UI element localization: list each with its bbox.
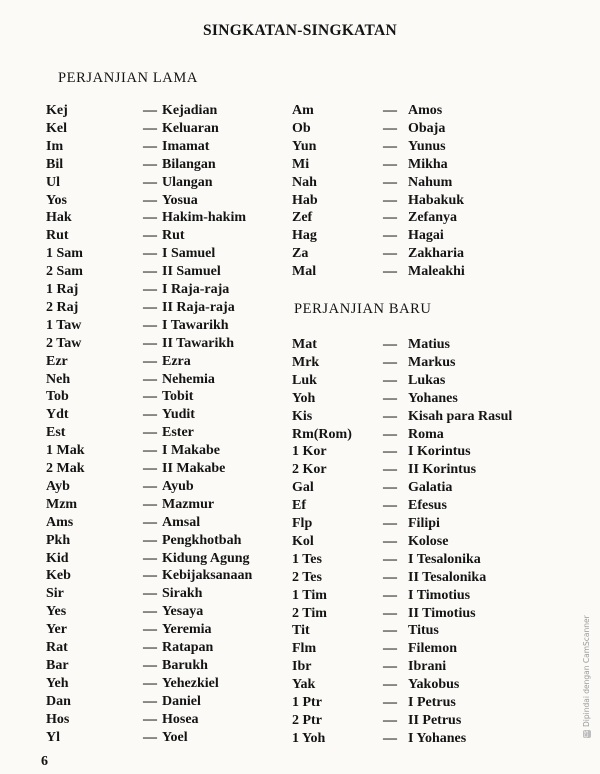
scanner-watermark <box>582 615 591 738</box>
entry-dash: — <box>143 336 157 351</box>
entry-dash: — <box>383 210 397 225</box>
entry-dash: — <box>143 318 157 333</box>
entry-book-name: Kolose <box>408 534 449 549</box>
entry-abbreviation: 2 Mak <box>46 461 85 476</box>
entry-book-name: Roma <box>408 427 444 442</box>
entry-dash: — <box>143 658 157 673</box>
entry-dash: — <box>383 409 397 424</box>
entry-dash: — <box>383 193 397 208</box>
abbreviation-entry <box>292 551 558 569</box>
abbreviation-entry <box>46 639 312 657</box>
entry-abbreviation: Ezr <box>46 354 68 369</box>
entry-abbreviation: Yl <box>46 730 60 745</box>
entry-abbreviation: Im <box>46 139 64 154</box>
entry-book-name: Titus <box>408 623 439 638</box>
entry-book-name: Habakuk <box>408 193 465 208</box>
abbreviation-entry <box>292 120 558 138</box>
entry-dash: — <box>143 300 157 315</box>
entry-book-name: Daniel <box>162 694 201 709</box>
entry-dash: — <box>383 427 397 442</box>
entry-abbreviation: Hak <box>46 210 72 225</box>
entry-dash: — <box>383 588 397 603</box>
entry-dash: — <box>143 676 157 691</box>
entry-dash: — <box>383 498 397 513</box>
entry-abbreviation: 1 Kor <box>292 444 327 459</box>
entry-book-name: Kejadian <box>162 103 218 118</box>
abbreviation-entry <box>292 390 558 408</box>
abbreviation-entry <box>46 335 312 353</box>
entry-abbreviation: Kid <box>46 551 69 566</box>
entry-book-name: Yoel <box>162 730 188 745</box>
entry-book-name: Hosea <box>162 712 199 727</box>
entry-dash: — <box>143 264 157 279</box>
entry-book-name: I Korintus <box>408 444 471 459</box>
entry-dash: — <box>143 139 157 154</box>
entry-dash: — <box>143 533 157 548</box>
entry-abbreviation: 1 Ptr <box>292 695 322 710</box>
entry-abbreviation: Zef <box>292 210 313 225</box>
abbreviation-entry <box>292 640 558 658</box>
entry-abbreviation: Am <box>292 103 314 118</box>
entry-dash: — <box>383 121 397 136</box>
entry-book-name: Obaja <box>408 121 446 136</box>
entry-abbreviation: Gal <box>292 480 314 495</box>
abbreviation-entry <box>46 388 312 406</box>
entry-dash: — <box>143 604 157 619</box>
entry-dash: — <box>383 444 397 459</box>
abbreviation-entry <box>46 174 312 192</box>
entry-abbreviation: 1 Mak <box>46 443 85 458</box>
entry-abbreviation: 2 Ptr <box>292 713 322 728</box>
entry-book-name: Bilangan <box>162 157 216 172</box>
abbreviation-entry <box>292 426 558 444</box>
entry-dash: — <box>143 103 157 118</box>
abbreviation-entry <box>292 263 558 281</box>
camscanner-icon: CS <box>584 730 590 738</box>
entry-abbreviation: Hab <box>292 193 318 208</box>
entry-book-name: Kebijaksanaan <box>162 568 253 583</box>
entry-book-name: Ezra <box>162 354 191 369</box>
entry-dash: — <box>143 121 157 136</box>
entry-dash: — <box>383 606 397 621</box>
entry-book-name: Mazmur <box>162 497 215 512</box>
entry-book-name: Ibrani <box>408 659 447 674</box>
abbreviation-entry <box>46 603 312 621</box>
abbreviation-entry <box>46 460 312 478</box>
abbreviation-entry <box>46 711 312 729</box>
entry-dash: — <box>143 246 157 261</box>
entry-abbreviation: Mi <box>292 157 310 172</box>
entry-book-name: I Makabe <box>162 443 220 458</box>
entry-abbreviation: Pkh <box>46 533 71 548</box>
entry-dash: — <box>383 731 397 746</box>
entry-abbreviation: Flp <box>292 516 313 531</box>
entry-book-name: II Tesalonika <box>408 570 487 585</box>
abbreviation-entry <box>46 317 312 335</box>
abbreviation-entry <box>46 657 312 675</box>
entry-book-name: I Tesalonika <box>408 552 481 567</box>
section-heading-new-testament: PERJANJIAN BARU <box>294 301 432 317</box>
entry-book-name: Yakobus <box>408 677 460 692</box>
abbreviation-entry <box>46 406 312 424</box>
entry-abbreviation: Hos <box>46 712 70 727</box>
entry-dash: — <box>143 282 157 297</box>
entry-dash: — <box>383 570 397 585</box>
abbreviation-entry <box>46 120 312 138</box>
abbreviation-entry <box>292 605 558 623</box>
entry-abbreviation: Rut <box>46 228 69 243</box>
entry-dash: — <box>383 462 397 477</box>
entry-dash: — <box>383 228 397 243</box>
entry-book-name: Yudit <box>162 407 195 422</box>
entry-dash: — <box>383 373 397 388</box>
abbreviation-entry <box>46 102 312 120</box>
entry-book-name: II Timotius <box>408 606 476 621</box>
section-heading-old-testament: PERJANJIAN LAMA <box>58 70 198 86</box>
abbreviation-entry <box>46 496 312 514</box>
entry-dash: — <box>143 175 157 190</box>
entry-abbreviation: Rm(Rom) <box>292 427 352 442</box>
entry-dash: — <box>143 730 157 745</box>
entry-dash: — <box>143 407 157 422</box>
entry-dash: — <box>383 534 397 549</box>
abbreviation-entry <box>292 730 558 748</box>
entry-abbreviation: Dan <box>46 694 71 709</box>
entry-dash: — <box>383 695 397 710</box>
entry-abbreviation: Ul <box>46 175 60 190</box>
entry-dash: — <box>383 103 397 118</box>
entry-dash: — <box>383 175 397 190</box>
entry-abbreviation: 1 Tes <box>292 552 322 567</box>
entry-book-name: Lukas <box>408 373 446 388</box>
abbreviation-entry <box>46 532 312 550</box>
entry-abbreviation: Ayb <box>46 479 70 494</box>
entry-abbreviation: Ibr <box>292 659 312 674</box>
entry-book-name: Nahum <box>408 175 453 190</box>
entry-dash: — <box>383 480 397 495</box>
entry-abbreviation: 2 Sam <box>46 264 83 279</box>
entry-abbreviation: Sir <box>46 586 64 601</box>
abbreviation-entry <box>46 227 312 245</box>
abbreviation-entry <box>46 424 312 442</box>
entry-dash: — <box>383 516 397 531</box>
entry-dash: — <box>143 443 157 458</box>
entry-book-name: Barukh <box>162 658 208 673</box>
entry-book-name: Sirakh <box>162 586 203 601</box>
scanner-watermark-text: Dipindai dengan CamScanner <box>582 615 591 727</box>
entry-book-name: Kidung Agung <box>162 551 250 566</box>
entry-book-name: II Petrus <box>408 713 462 728</box>
entry-dash: — <box>143 372 157 387</box>
entry-dash: — <box>383 157 397 172</box>
entry-abbreviation: Kis <box>292 409 313 424</box>
entry-dash: — <box>383 641 397 656</box>
entry-book-name: Maleakhi <box>408 264 465 279</box>
abbreviation-entry <box>292 658 558 676</box>
entry-dash: — <box>143 228 157 243</box>
entry-abbreviation: Flm <box>292 641 317 656</box>
abbreviation-entry <box>292 694 558 712</box>
abbreviation-entry <box>292 245 558 263</box>
entry-abbreviation: Mzm <box>46 497 78 512</box>
abbreviation-entry <box>46 478 312 496</box>
abbreviation-entry <box>46 442 312 460</box>
entry-dash: — <box>143 515 157 530</box>
abbreviation-entry <box>292 209 558 227</box>
abbreviation-entry <box>292 676 558 694</box>
entry-book-name: Rut <box>162 228 185 243</box>
entry-book-name: Tobit <box>162 389 194 404</box>
entry-abbreviation: Mal <box>292 264 317 279</box>
entry-dash: — <box>143 389 157 404</box>
entry-abbreviation: Yer <box>46 622 67 637</box>
abbreviation-entry <box>292 533 558 551</box>
entry-abbreviation: Yoh <box>292 391 316 406</box>
abbreviation-entry <box>292 569 558 587</box>
abbreviation-entry <box>292 138 558 156</box>
entry-abbreviation: Yun <box>292 139 317 154</box>
entry-dash: — <box>383 677 397 692</box>
entry-book-name: Imamat <box>162 139 210 154</box>
entry-book-name: II Raja-raja <box>162 300 235 315</box>
abbreviation-entry <box>292 712 558 730</box>
abbreviation-entry <box>46 138 312 156</box>
entry-dash: — <box>383 552 397 567</box>
entry-dash: — <box>383 246 397 261</box>
abbreviation-entry <box>46 245 312 263</box>
entry-book-name: Nehemia <box>162 372 215 387</box>
entry-book-name: Amos <box>408 103 443 118</box>
entry-abbreviation: Ef <box>292 498 306 513</box>
entry-abbreviation: Nah <box>292 175 317 190</box>
entry-book-name: Yeremia <box>162 622 212 637</box>
abbreviation-entry <box>292 227 558 245</box>
entry-abbreviation: Hag <box>292 228 317 243</box>
entry-abbreviation: Kel <box>46 121 67 136</box>
entry-abbreviation: Ams <box>46 515 74 530</box>
entry-abbreviation: Neh <box>46 372 71 387</box>
entry-book-name: Ayub <box>162 479 194 494</box>
abbreviation-entry <box>292 372 558 390</box>
abbreviation-entry <box>292 354 558 372</box>
entry-book-name: Zakharia <box>408 246 465 261</box>
entry-abbreviation: Bar <box>46 658 69 673</box>
entry-book-name: I Yohanes <box>408 731 467 746</box>
entry-book-name: I Tawarikh <box>162 318 229 333</box>
entry-abbreviation: 2 Tes <box>292 570 322 585</box>
entry-book-name: I Petrus <box>408 695 456 710</box>
abbreviation-entry <box>292 479 558 497</box>
entry-abbreviation: Yeh <box>46 676 69 691</box>
entry-book-name: I Samuel <box>162 246 216 261</box>
entry-dash: — <box>143 479 157 494</box>
abbreviation-entry <box>292 336 558 354</box>
entry-dash: — <box>383 337 397 352</box>
entry-book-name: Filemon <box>408 641 457 656</box>
entry-book-name: Matius <box>408 337 450 352</box>
abbreviation-entry <box>46 693 312 711</box>
entry-book-name: Yunus <box>408 139 446 154</box>
entry-abbreviation: Mat <box>292 337 317 352</box>
entry-dash: — <box>143 157 157 172</box>
entry-book-name: II Samuel <box>162 264 221 279</box>
abbreviation-entry <box>292 461 558 479</box>
entry-book-name: Galatia <box>408 480 453 495</box>
abbreviation-entry <box>292 443 558 461</box>
abbreviation-entry <box>46 192 312 210</box>
entry-abbreviation: Kej <box>46 103 68 118</box>
entry-abbreviation: 1 Raj <box>46 282 79 297</box>
entry-book-name: Hakim-hakim <box>162 210 247 225</box>
entry-dash: — <box>143 354 157 369</box>
entry-dash: — <box>143 712 157 727</box>
entry-book-name: Yohanes <box>408 391 458 406</box>
entry-book-name: Hagai <box>408 228 444 243</box>
abbreviation-entry <box>46 263 312 281</box>
abbreviation-entry <box>292 587 558 605</box>
entry-abbreviation: Tit <box>292 623 310 638</box>
abbreviation-entry <box>46 371 312 389</box>
entry-book-name: Efesus <box>408 498 447 513</box>
entry-dash: — <box>143 568 157 583</box>
entry-dash: — <box>383 355 397 370</box>
abbreviation-entry <box>46 209 312 227</box>
entry-abbreviation: 1 Sam <box>46 246 83 261</box>
entry-abbreviation: 2 Kor <box>292 462 327 477</box>
abbreviation-entry <box>46 621 312 639</box>
entry-dash: — <box>143 210 157 225</box>
entry-book-name: Kisah para Rasul <box>408 409 513 424</box>
entry-book-name: I Raja-raja <box>162 282 230 297</box>
entry-abbreviation: Keb <box>46 568 71 583</box>
entry-book-name: Ester <box>162 425 194 440</box>
entry-dash: — <box>143 425 157 440</box>
entry-dash: — <box>383 264 397 279</box>
entry-book-name: Ratapan <box>162 640 214 655</box>
abbreviation-entry <box>292 408 558 426</box>
entry-book-name: Yehezkiel <box>162 676 219 691</box>
entry-book-name: II Tawarikh <box>162 336 234 351</box>
entry-abbreviation: Bil <box>46 157 64 172</box>
abbreviation-entry <box>46 585 312 603</box>
entry-dash: — <box>143 461 157 476</box>
abbreviation-entry <box>46 353 312 371</box>
abbreviation-entry <box>292 622 558 640</box>
entry-dash: — <box>143 694 157 709</box>
entry-abbreviation: Yos <box>46 193 68 208</box>
entry-abbreviation: Ydt <box>46 407 69 422</box>
entry-book-name: Yosua <box>162 193 198 208</box>
entry-dash: — <box>383 391 397 406</box>
entry-book-name: Zefanya <box>408 210 457 225</box>
entry-abbreviation: Za <box>292 246 309 261</box>
entry-abbreviation: Yes <box>46 604 67 619</box>
entry-dash: — <box>383 713 397 728</box>
entry-dash: — <box>383 139 397 154</box>
entry-book-name: Ulangan <box>162 175 213 190</box>
entry-dash: — <box>143 497 157 512</box>
entry-dash: — <box>143 193 157 208</box>
entry-abbreviation: 2 Tim <box>292 606 327 621</box>
entry-abbreviation: Luk <box>292 373 317 388</box>
entry-abbreviation: Tob <box>46 389 69 404</box>
abbreviation-entry <box>292 156 558 174</box>
entry-dash: — <box>383 659 397 674</box>
entry-book-name: Keluaran <box>162 121 219 136</box>
entry-abbreviation: 1 Tim <box>292 588 327 603</box>
entry-book-name: Yesaya <box>162 604 204 619</box>
entry-abbreviation: 2 Raj <box>46 300 79 315</box>
entry-book-name: Mikha <box>408 157 448 172</box>
page-title: SINGKATAN-SINGKATAN <box>202 22 398 39</box>
entry-dash: — <box>143 622 157 637</box>
abbreviation-entry <box>46 299 312 317</box>
entry-abbreviation: 1 Yoh <box>292 731 326 746</box>
entry-book-name: II Korintus <box>408 462 477 477</box>
abbreviation-entry <box>292 497 558 515</box>
abbreviation-entry <box>46 675 312 693</box>
abbreviation-entry <box>46 514 312 532</box>
entry-abbreviation: 1 Taw <box>46 318 82 333</box>
abbreviation-entry <box>46 567 312 585</box>
entry-book-name: Markus <box>408 355 456 370</box>
abbreviation-entry <box>46 281 312 299</box>
abbreviation-entry <box>46 729 312 747</box>
page-number: 6 <box>41 754 48 769</box>
entry-abbreviation: Ob <box>292 121 311 136</box>
entry-book-name: Pengkhotbah <box>162 533 242 548</box>
entry-book-name: II Makabe <box>162 461 226 476</box>
entry-dash: — <box>143 586 157 601</box>
entry-dash: — <box>383 623 397 638</box>
abbreviation-entry <box>292 102 558 120</box>
entry-abbreviation: Yak <box>292 677 316 692</box>
entry-dash: — <box>143 551 157 566</box>
entry-book-name: Filipi <box>408 516 440 531</box>
entry-abbreviation: Kol <box>292 534 314 549</box>
entry-abbreviation: Est <box>46 425 66 440</box>
abbreviation-entry <box>292 174 558 192</box>
abbreviation-entry <box>292 515 558 533</box>
abbreviation-entry <box>46 156 312 174</box>
entry-abbreviation: Rat <box>46 640 68 655</box>
abbreviation-entry <box>292 192 558 210</box>
entry-abbreviation: 2 Taw <box>46 336 82 351</box>
entry-book-name: Amsal <box>162 515 201 530</box>
entry-book-name: I Timotius <box>408 588 471 603</box>
abbreviation-entry <box>46 550 312 568</box>
entry-abbreviation: Mrk <box>292 355 320 370</box>
entry-dash: — <box>143 640 157 655</box>
